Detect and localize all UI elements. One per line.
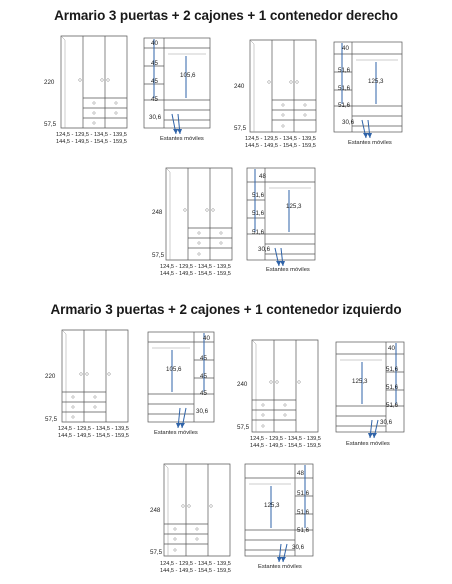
measure-hanging: 105,6 bbox=[180, 72, 196, 79]
measure-top: 40 bbox=[203, 335, 210, 342]
base-label: 57,5 bbox=[152, 252, 165, 259]
measure-shelf: 51,6 bbox=[252, 229, 265, 236]
measure-shelf: 51,6 bbox=[386, 366, 399, 373]
movable-shelves-caption: Estantes móviles bbox=[346, 441, 390, 447]
measure-shelf: 45 bbox=[200, 390, 207, 397]
width-options-line-2: 144,5 - 149,5 - 154,5 - 159,5 bbox=[56, 139, 127, 145]
height-label: 248 bbox=[152, 209, 163, 216]
measure-shelf: 51,6 bbox=[297, 490, 310, 497]
width-options-line-1: 124,5 - 129,5 - 134,5 - 139,5 bbox=[160, 561, 231, 567]
measure-hanging: 125,3 bbox=[264, 502, 280, 509]
width-options-line-2: 144,5 - 149,5 - 154,5 - 159,5 bbox=[250, 443, 321, 449]
width-options-line-1: 124,5 - 129,5 - 134,5 - 139,5 bbox=[245, 136, 316, 142]
width-options-line-1: 124,5 - 129,5 - 134,5 - 139,5 bbox=[58, 426, 129, 432]
height-label: 220 bbox=[45, 373, 56, 380]
base-label: 57,5 bbox=[150, 549, 163, 556]
movable-shelves-caption: Estantes móviles bbox=[266, 267, 310, 273]
width-options bbox=[160, 264, 231, 278]
wardrobe-front-drawing bbox=[160, 462, 234, 558]
width-options bbox=[250, 436, 321, 450]
measure-hanging: 125,3 bbox=[352, 378, 368, 385]
measure-bottom: 30,6 bbox=[149, 114, 162, 121]
measure-shelf: 51,6 bbox=[252, 210, 265, 217]
height-label: 240 bbox=[237, 381, 248, 388]
section-2-title: Armario 3 puertas + 2 cajones + 1 contenedor izquierdo bbox=[50, 302, 402, 317]
width-options-line-2: 144,5 - 149,5 - 154,5 - 159,5 bbox=[58, 433, 129, 439]
measure-shelf: 51,6 bbox=[386, 384, 399, 391]
measure-top: 48 bbox=[297, 470, 304, 477]
measure-shelf: 45 bbox=[151, 78, 158, 85]
height-label: 220 bbox=[44, 79, 55, 86]
measure-shelf: 51,6 bbox=[338, 85, 351, 92]
width-options bbox=[58, 426, 129, 440]
base-label: 57,5 bbox=[45, 416, 58, 423]
height-label: 248 bbox=[150, 507, 161, 514]
width-options-line-1: 124,5 - 129,5 - 134,5 - 139,5 bbox=[250, 436, 321, 442]
width-options bbox=[56, 132, 127, 146]
measure-hanging: 125,3 bbox=[286, 203, 302, 210]
section-1-title: Armario 3 puertas + 2 cajones + 1 contenedor derecho bbox=[54, 8, 398, 23]
base-label: 57,5 bbox=[234, 125, 247, 132]
height-label: 240 bbox=[234, 83, 245, 90]
measure-top: 40 bbox=[342, 45, 349, 52]
movable-shelves-caption: Estantes móviles bbox=[348, 140, 392, 146]
width-options bbox=[245, 136, 316, 150]
measure-bottom: 30,6 bbox=[258, 246, 271, 253]
width-options bbox=[160, 561, 231, 575]
width-options-line-2: 144,5 - 149,5 - 154,5 - 159,5 bbox=[245, 143, 316, 149]
width-options-line-2: 144,5 - 149,5 - 154,5 - 159,5 bbox=[160, 568, 231, 574]
measure-top: 40 bbox=[151, 40, 158, 47]
measure-shelf: 51,6 bbox=[338, 67, 351, 74]
measure-hanging: 105,6 bbox=[166, 366, 182, 373]
base-label: 57,5 bbox=[44, 121, 57, 128]
measure-top: 48 bbox=[259, 173, 266, 180]
wardrobe-front-drawing bbox=[57, 34, 131, 130]
movable-shelves-caption: Estantes móviles bbox=[154, 430, 198, 436]
measure-shelf: 45 bbox=[200, 355, 207, 362]
measure-shelf: 45 bbox=[200, 373, 207, 380]
measure-shelf: 51,6 bbox=[386, 402, 399, 409]
measure-shelf: 51,6 bbox=[252, 192, 265, 199]
measure-shelf: 51,6 bbox=[338, 102, 351, 109]
wardrobe-front-drawing bbox=[246, 38, 320, 134]
measure-bottom: 30,6 bbox=[380, 419, 393, 426]
measure-bottom: 30,6 bbox=[342, 119, 355, 126]
width-options-line-2: 144,5 - 149,5 - 154,5 - 159,5 bbox=[160, 271, 231, 277]
wardrobe-front-drawing bbox=[248, 338, 322, 434]
measure-bottom: 30,6 bbox=[196, 408, 209, 415]
width-options-line-1: 124,5 - 129,5 - 134,5 - 139,5 bbox=[160, 264, 231, 270]
measure-bottom: 30,6 bbox=[292, 544, 305, 551]
measure-shelf: 51,6 bbox=[297, 527, 310, 534]
width-options-line-1: 124,5 - 129,5 - 134,5 - 139,5 bbox=[56, 132, 127, 138]
movable-shelves-caption: Estantes móviles bbox=[160, 136, 204, 142]
movable-shelves-caption: Estantes móviles bbox=[258, 564, 302, 570]
measure-shelf: 51,6 bbox=[297, 509, 310, 516]
measure-hanging: 125,3 bbox=[368, 78, 384, 85]
measure-top: 40 bbox=[388, 345, 395, 352]
measure-shelf: 45 bbox=[151, 60, 158, 67]
base-label: 57,5 bbox=[237, 424, 250, 431]
measure-shelf: 45 bbox=[151, 96, 158, 103]
wardrobe-front-drawing bbox=[162, 166, 236, 262]
wardrobe-front-drawing bbox=[58, 328, 132, 424]
